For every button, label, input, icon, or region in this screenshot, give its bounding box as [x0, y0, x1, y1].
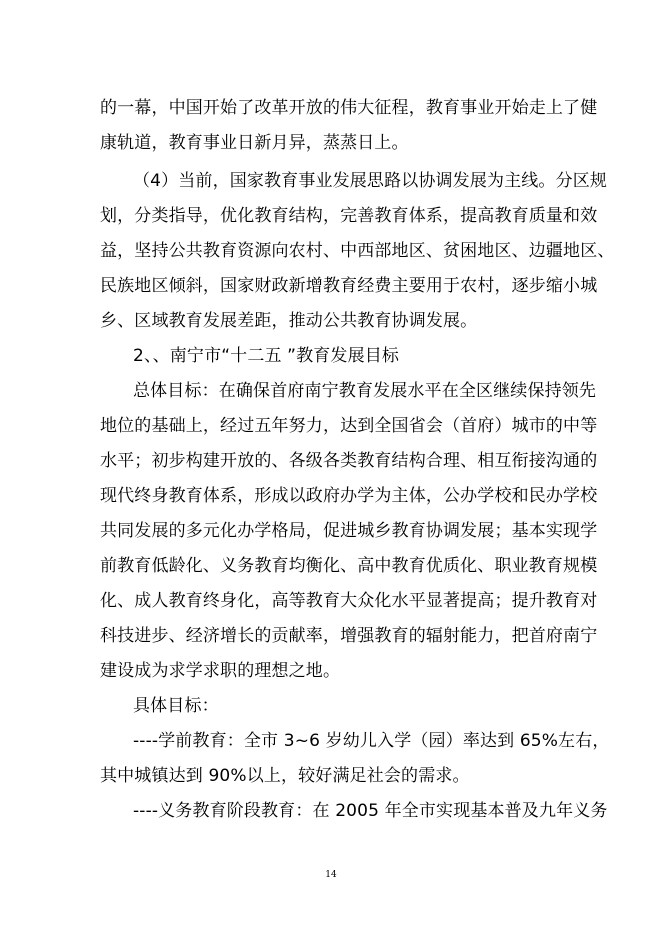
text-line: 康轨道，教育事业日新月异，蒸蒸日上。 [100, 133, 409, 153]
text-line: 水平；初步构建开放的、各级各类教育结构合理、相互衔接沟通的 [100, 451, 598, 471]
text-line: 现代终身教育体系，形成以政府办学为主体，公办学校和民办学校 [100, 486, 598, 506]
text-line: 益，坚持公共教育资源向农村、中西部地区、贫困地区、边疆地区、 [100, 241, 615, 261]
page-number: 14 [325, 870, 337, 880]
text-line: 前教育低龄化、义务教育均衡化、高中教育优质化、职业教育规模 [100, 556, 598, 576]
text-line: 其中城镇达到 90%以上，较好满足社会的需求。 [100, 766, 470, 786]
text-line: 化、成人教育终身化，高等教育大众化水平显著提高；提升教育对 [100, 591, 598, 611]
text-line: 具体目标： [133, 696, 219, 716]
section-heading: 2、、南宁市“十二五 ”教育发展目标 [133, 346, 400, 366]
text-line: 乡、区域教育发展差距，推动公共教育协调发展。 [100, 311, 478, 331]
text-line: 共同发展的多元化办学格局，促进城乡教育协调发展；基本实现学 [100, 521, 598, 541]
text-line: 科技进步、经济增长的贡献率，增强教育的辐射能力，把首府南宁 [100, 626, 598, 646]
text-line: 地位的基础上，经过五年努力，达到全国省会（首府）城市的中等 [100, 416, 598, 436]
text-line: 的一幕，中国开始了改革开放的伟大征程，教育事业开始走上了健 [100, 98, 598, 118]
text-line: （4）当前，国家教育事业发展思路以协调发展为主线。分区规 [133, 171, 608, 191]
text-line: ----学前教育：全市 3~6 岁幼儿入学（园）率达到 65%左右， [133, 731, 610, 751]
text-line: 建设成为求学求职的理想之地。 [100, 661, 341, 681]
text-line: 民族地区倾斜，国家财政新增教育经费主要用于农村，逐步缩小城 [100, 276, 598, 296]
text-line: ----义务教育阶段教育：在 2005 年全市实现基本普及九年义务 [133, 801, 608, 821]
text-line: 划，分类指导，优化教育结构，完善教育体系，提高教育质量和效 [100, 206, 598, 226]
text-line: 总体目标：在确保首府南宁教育发展水平在全区继续保持领先 [133, 381, 597, 401]
